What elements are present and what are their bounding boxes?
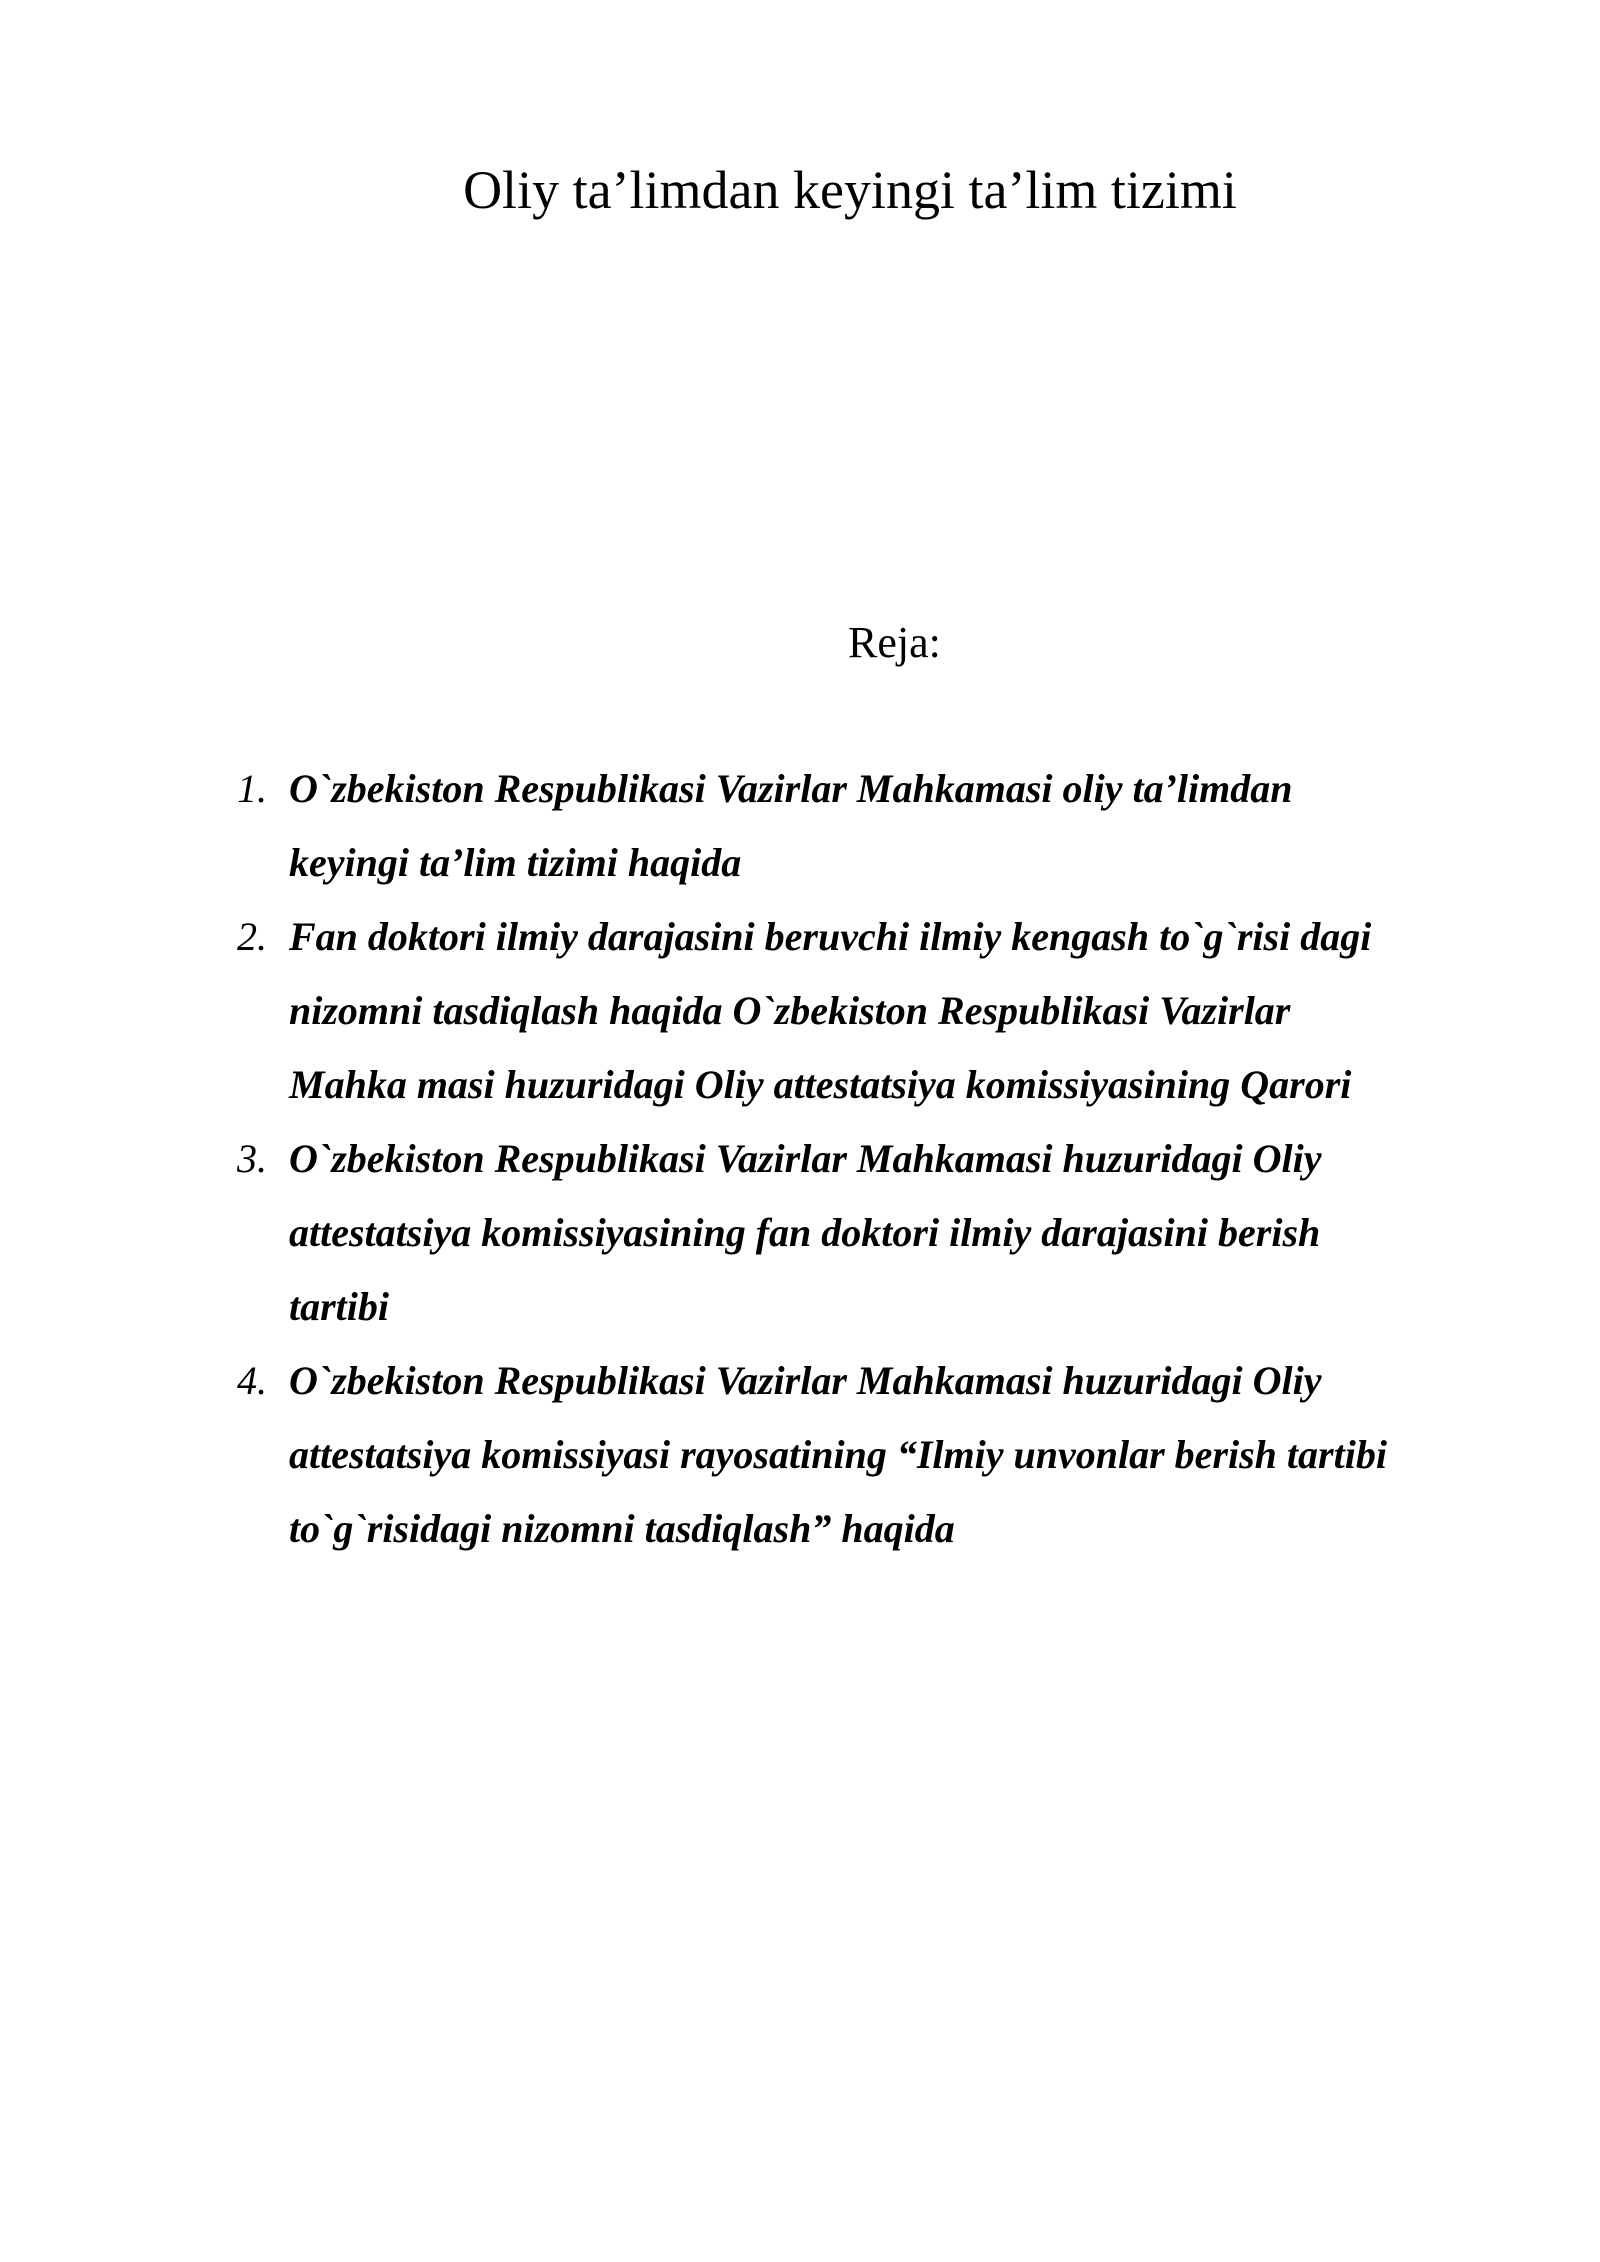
plan-item-text-line: keyingi ta’lim tizimi haqida xyxy=(289,840,742,885)
plan-item-4 xyxy=(237,1344,1527,1566)
plan-item-text-line: attestatsiya komissiyasining fan doktori ilmiy darajasini berish xyxy=(289,1210,1321,1255)
plan-item-text-line: Fan doktori ilmiy darajasini beruvchi ilmiy kengash to`g`risi dagi xyxy=(289,914,1372,959)
plan-item-text-line: nizomni tasdiqlash haqida O`zbekiston Respublikasi Vazirlar xyxy=(289,988,1291,1033)
plan-item-number: 3. xyxy=(237,1136,267,1181)
plan-item-text-line: O`zbekiston Respublikasi Vazirlar Mahkamasi huzuridagi Oliy xyxy=(289,1136,1322,1181)
plan-item-number: 2. xyxy=(237,914,267,959)
plan-item-number: 1. xyxy=(237,766,267,811)
plan-item-2 xyxy=(237,900,1527,1122)
plan-item-text-line: attestatsiya komissiyasi rayosatining “Ilmiy unvonlar berish tartibi xyxy=(289,1432,1387,1477)
plan-item-text-line: O`zbekiston Respublikasi Vazirlar Mahkamasi huzuridagi Oliy xyxy=(289,1358,1322,1403)
plan-item-1 xyxy=(237,752,1527,900)
plan-item-text-line: O`zbekiston Respublikasi Vazirlar Mahkamasi oliy ta’limdan xyxy=(289,766,1293,811)
plan-heading: Reja: xyxy=(848,618,941,667)
plan-list xyxy=(237,752,1527,1566)
plan-item-text-line: to`g`risidagi nizomni tasdiqlash” haqida xyxy=(289,1506,955,1551)
plan-item-text-line: tartibi xyxy=(289,1284,390,1329)
plan-item-3 xyxy=(237,1122,1527,1344)
plan-item-text-line: Mahka masi huzuridagi Oliy attestatsiya komissiyasining Qarori xyxy=(289,1062,1352,1107)
document-title: Oliy ta’limdan keyingi ta’lim tizimi xyxy=(463,160,1237,220)
plan-item-number: 4. xyxy=(237,1358,267,1403)
